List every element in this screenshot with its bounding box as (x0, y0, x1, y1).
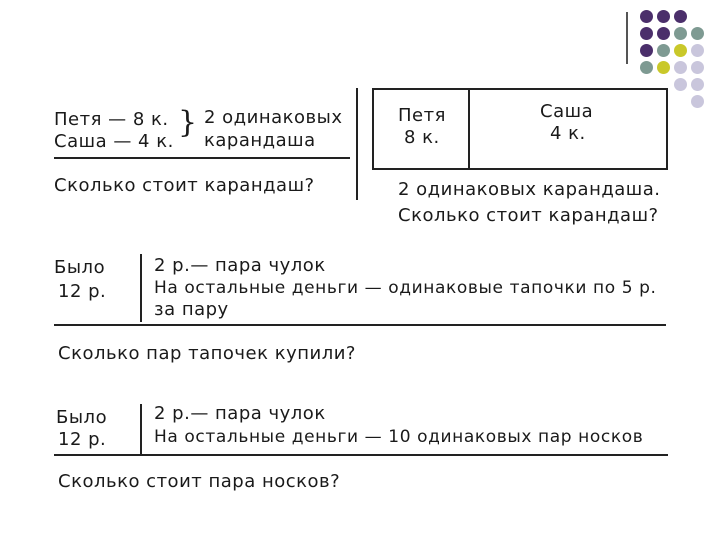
problem-3-line1: 2 р.— пара чулок (154, 403, 326, 424)
problem-1-col1-head: Петя (398, 105, 446, 126)
problem-1-right-line1: 2 одинаковых карандаша. (398, 179, 661, 200)
brace-icon: } (178, 105, 198, 140)
problem-2-line1: 2 р.— пара чулок (154, 255, 326, 276)
problem-1-col2-head: Саша (540, 101, 594, 122)
problem-3-question: Сколько стоит пара носков? (58, 471, 341, 492)
problem-2-underline (54, 324, 666, 326)
problem-1-petya-line: Петя — 8 к. (54, 109, 169, 130)
decorative-dot (674, 61, 687, 74)
decorative-divider (626, 12, 628, 64)
decorative-dot (674, 10, 687, 23)
problem-3-was-label: Было (56, 407, 108, 428)
problem-2-was-value: 12 р. (58, 281, 107, 302)
problem-1-table-divider (468, 88, 470, 168)
problem-2-question: Сколько пар тапочек купили? (58, 343, 356, 364)
problem-1-desc-line1: 2 одинаковых (204, 107, 343, 128)
problem-1-sasha-line: Саша — 4 к. (54, 131, 174, 152)
problem-2-line2: На остальные деньги — одинаковые тапочки по 5 р. (154, 278, 657, 298)
decorative-dot (640, 10, 653, 23)
problem-1-col2-val: 4 к. (550, 123, 586, 144)
decorative-dot (691, 78, 704, 91)
problem-2-separator (140, 254, 142, 322)
decorative-dot (657, 44, 670, 57)
decorative-dot (674, 78, 687, 91)
decorative-dot (640, 44, 653, 57)
problem-3-line2: На остальные деньги — 10 одинаковых пар носков (154, 427, 644, 447)
problem-1-separator (356, 88, 358, 200)
problem-1-left-underline (54, 157, 350, 159)
problem-1-col1-val: 8 к. (404, 127, 440, 148)
decorative-dot (657, 10, 670, 23)
problem-2-line3: за пару (154, 299, 229, 320)
problem-3-separator (140, 404, 142, 454)
decorative-dot (691, 44, 704, 57)
decorative-dot (640, 27, 653, 40)
decorative-dot (691, 95, 704, 108)
problem-1-left-question: Сколько стоит карандаш? (54, 175, 315, 196)
decorative-dot (640, 61, 653, 74)
decorative-dot (657, 27, 670, 40)
decorative-dot (691, 61, 704, 74)
decorative-dot (674, 44, 687, 57)
problem-3-underline (54, 454, 668, 456)
decorative-dot (674, 27, 687, 40)
decorative-dot (691, 27, 704, 40)
decorative-dot (657, 61, 670, 74)
problem-2-was-label: Было (54, 257, 106, 278)
problem-1-right-question: Сколько стоит карандаш? (398, 205, 659, 226)
problem-3-was-value: 12 р. (58, 429, 107, 450)
problem-1-desc-line2: карандаша (204, 130, 316, 151)
